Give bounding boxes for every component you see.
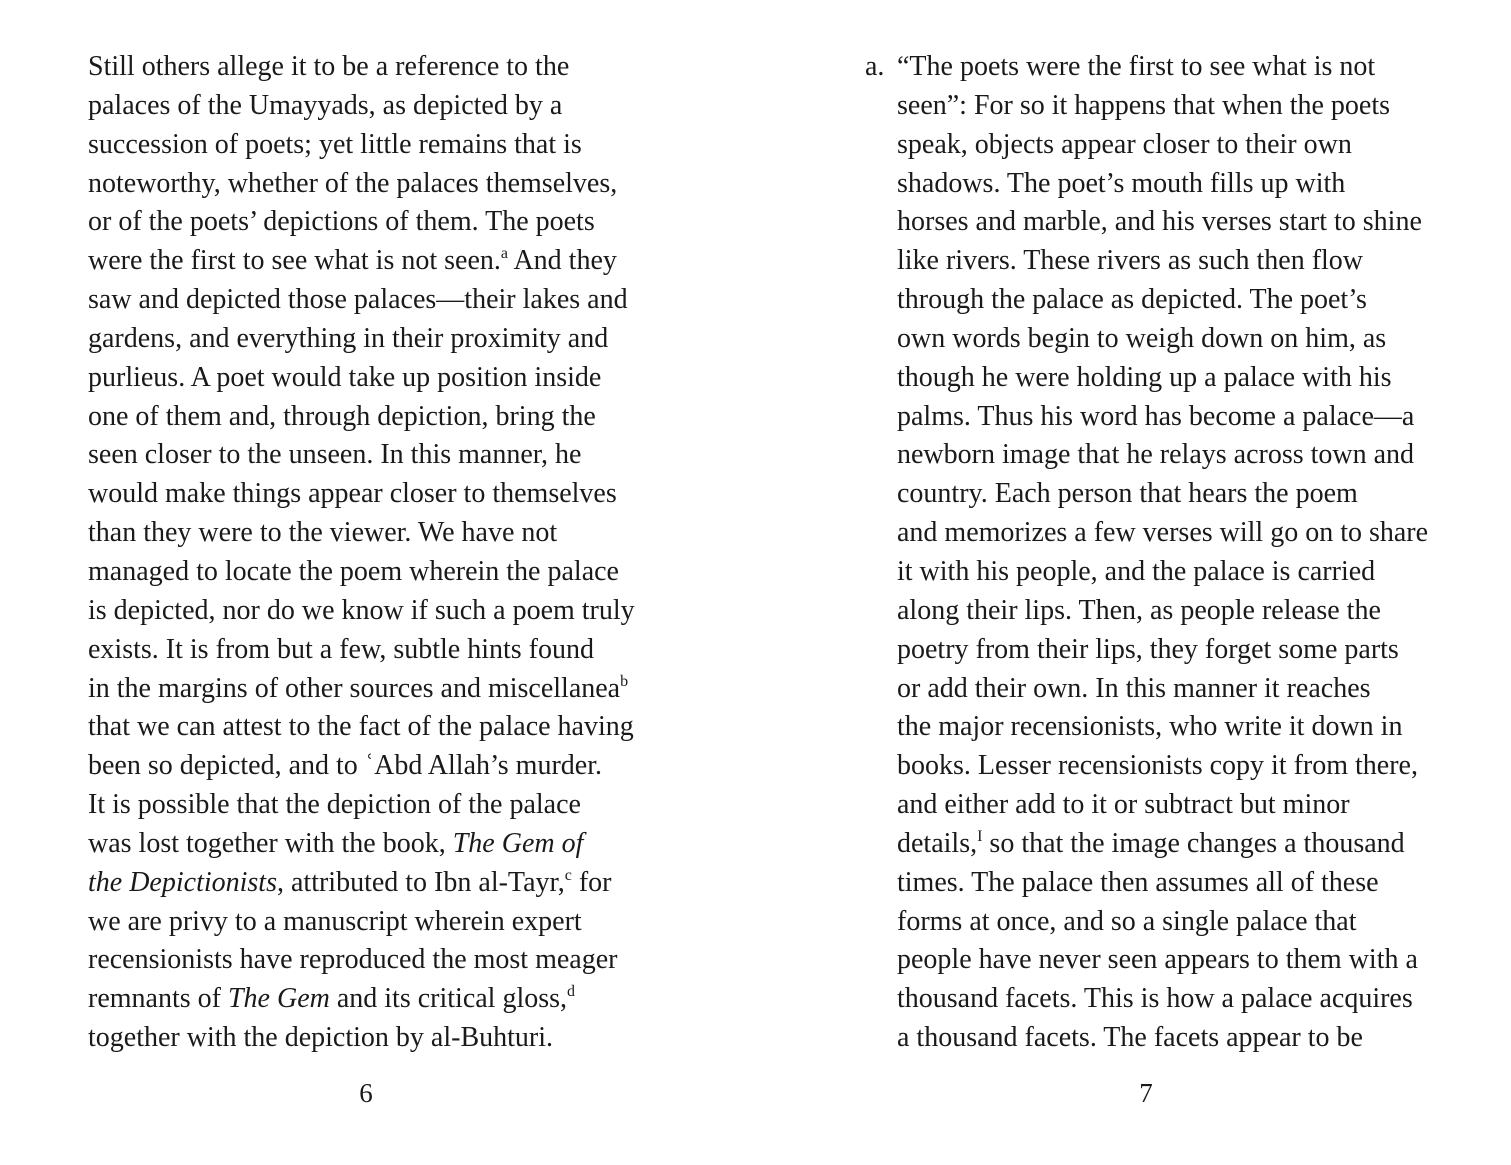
text-line xyxy=(897,786,1428,825)
text-line xyxy=(897,436,1428,475)
text-line xyxy=(88,242,635,281)
text-segment: though he were holding up a palace with his xyxy=(897,361,1392,393)
page-number-left: 6 xyxy=(359,1078,373,1108)
italic-title: the Depictionists xyxy=(88,866,277,898)
text-line xyxy=(88,48,635,87)
text-segment: it with his people, and the palace is carried xyxy=(897,555,1376,587)
italic-title: The Gem xyxy=(227,983,330,1015)
text-line xyxy=(88,708,635,747)
text-segment: would make things appear closer to themselves xyxy=(88,478,617,510)
text-segment: , attributed to Ibn al-Tayr, xyxy=(276,866,565,898)
text-segment: and memorizes a few verses will go on to share xyxy=(897,517,1429,549)
text-line xyxy=(897,87,1428,126)
text-segment: speak, objects appear closer to their own xyxy=(897,128,1352,160)
text-line xyxy=(897,708,1428,747)
text-line xyxy=(897,475,1428,514)
text-segment: so that the image changes a thousand xyxy=(982,827,1405,859)
text-segment: managed to locate the poem wherein the palace xyxy=(88,555,619,587)
text-line xyxy=(897,359,1428,398)
text-line xyxy=(88,631,635,670)
text-segment: palms. Thus his word has become a palace—a xyxy=(897,400,1415,432)
text-line xyxy=(897,281,1428,320)
text-segment: newborn image that he relays across town and xyxy=(897,439,1415,471)
text-segment: the major recensionists, who write it down in xyxy=(897,711,1403,743)
text-segment: people have never seen appears to them with a xyxy=(897,944,1418,976)
text-line xyxy=(88,281,635,320)
text-line xyxy=(897,592,1428,631)
text-segment: saw and depicted those palaces—their lakes and xyxy=(88,284,628,316)
text-line xyxy=(88,1019,635,1058)
text-segment: or add their own. In this manner it reaches xyxy=(897,672,1371,704)
text-segment: been so depicted, and to ʿAbd Allah’s murder. xyxy=(88,750,602,782)
text-line xyxy=(897,514,1428,553)
text-segment: poetry from their lips, they forget some parts xyxy=(897,633,1399,665)
text-line xyxy=(897,747,1428,786)
text-segment: palaces of the Umayyads, as depicted by a xyxy=(88,89,563,121)
text-line xyxy=(897,126,1428,165)
text-segment: shadows. The poet’s mouth fills up with xyxy=(897,167,1346,199)
text-segment: remnants of xyxy=(88,983,228,1015)
text-segment: recensionists have reproduced the most meager xyxy=(88,944,618,976)
text-segment: together with the depiction by al-Buhturi. xyxy=(88,1022,554,1054)
text-segment: or of the poets’ depictions of them. The poets xyxy=(88,206,595,238)
text-segment: exists. It is from but a few, subtle hints found xyxy=(88,633,595,665)
text-line xyxy=(88,87,635,126)
footnote-reference: b xyxy=(620,672,629,690)
text-segment: one of them and, through depiction, bring the xyxy=(88,400,596,432)
text-line xyxy=(88,436,635,475)
text-segment: And they xyxy=(508,245,617,277)
text-line xyxy=(897,1019,1428,1058)
footnote-reference: c xyxy=(564,866,572,884)
text-line xyxy=(897,980,1428,1019)
text-segment: than they were to the viewer. We have not xyxy=(88,517,558,549)
text-line xyxy=(88,126,635,165)
text-line xyxy=(88,980,635,1019)
text-segment: noteworthy, whether of the palaces themselves, xyxy=(88,167,618,199)
text-line xyxy=(88,941,635,980)
text-line xyxy=(897,242,1428,281)
text-line xyxy=(88,475,635,514)
text-segment: and its critical gloss, xyxy=(329,983,568,1015)
footnote-marker: a. xyxy=(865,51,885,82)
text-line xyxy=(88,903,635,942)
text-segment: in the margins of other sources and miscellanea xyxy=(88,672,621,704)
text-line xyxy=(897,864,1428,903)
text-line xyxy=(88,825,635,864)
text-segment: a thousand facets. The facets appear to be xyxy=(897,1022,1363,1054)
text-segment: and either add to it or subtract but minor xyxy=(897,789,1350,821)
text-line xyxy=(88,320,635,359)
text-line xyxy=(88,670,635,709)
footnote-reference: d xyxy=(567,983,576,1001)
text-line xyxy=(897,670,1428,709)
text-line xyxy=(897,398,1428,437)
text-segment: like rivers. These rivers as such then flow xyxy=(897,245,1364,277)
text-segment: we are privy to a manuscript wherein expert xyxy=(88,905,582,937)
text-segment: forms at once, and so a single palace that xyxy=(897,905,1357,937)
text-segment: “The poets were the first to see what is not xyxy=(897,51,1376,82)
text-line xyxy=(897,631,1428,670)
footnote-reference: I xyxy=(977,827,983,845)
text-line xyxy=(88,747,635,786)
text-line xyxy=(88,165,635,204)
text-line xyxy=(897,903,1428,942)
text-segment: through the palace as depicted. The poet’s xyxy=(897,284,1367,316)
text-segment: were the first to see what is not seen. xyxy=(88,245,501,277)
text-line xyxy=(88,553,635,592)
text-line xyxy=(897,825,1428,864)
text-segment: seen”: For so it happens that when the poets xyxy=(897,89,1391,121)
text-line xyxy=(88,514,635,553)
text-segment: own words begin to weigh down on him, as xyxy=(897,322,1387,354)
text-line xyxy=(865,48,1428,87)
left-page-text xyxy=(88,48,635,1058)
text-segment: horses and marble, and his verses start to shine xyxy=(897,206,1422,238)
text-line xyxy=(897,941,1428,980)
text-line xyxy=(897,203,1428,242)
text-segment: purlieus. A poet would take up position inside xyxy=(88,361,602,393)
text-line xyxy=(88,359,635,398)
text-segment: is depicted, nor do we know if such a poem truly xyxy=(88,594,635,626)
text-segment: Still others allege it to be a reference to the xyxy=(88,51,570,82)
text-line xyxy=(88,203,635,242)
text-line xyxy=(88,592,635,631)
italic-title: The Gem of xyxy=(452,827,584,859)
text-segment: country. Each person that hears the poem xyxy=(897,478,1358,510)
text-line xyxy=(88,398,635,437)
text-segment: It is possible that the depiction of the palace xyxy=(88,789,581,821)
text-segment: times. The palace then assumes all of these xyxy=(897,866,1379,898)
text-segment: along their lips. Then, as people release the xyxy=(897,594,1381,626)
text-segment: gardens, and everything in their proximity and xyxy=(88,322,609,354)
text-segment: succession of poets; yet little remains that is xyxy=(88,128,582,160)
footnote-reference: a xyxy=(500,245,508,263)
text-line xyxy=(88,864,635,903)
text-segment: thousand facets. This is how a palace acquires xyxy=(897,983,1413,1015)
text-segment: for xyxy=(571,866,612,898)
text-line xyxy=(88,786,635,825)
text-segment: was lost together with the book, xyxy=(88,827,453,859)
text-segment: details, xyxy=(897,827,978,859)
page-number-right: 7 xyxy=(1139,1078,1153,1108)
right-page-footnote xyxy=(865,48,1429,1058)
text-segment: that we can attest to the fact of the palace having xyxy=(88,711,634,743)
text-line xyxy=(897,320,1428,359)
text-line xyxy=(897,553,1428,592)
text-segment: books. Lesser recensionists copy it from there, xyxy=(897,750,1418,782)
text-segment: seen closer to the unseen. In this manner, he xyxy=(88,439,582,471)
text-line xyxy=(897,165,1428,204)
